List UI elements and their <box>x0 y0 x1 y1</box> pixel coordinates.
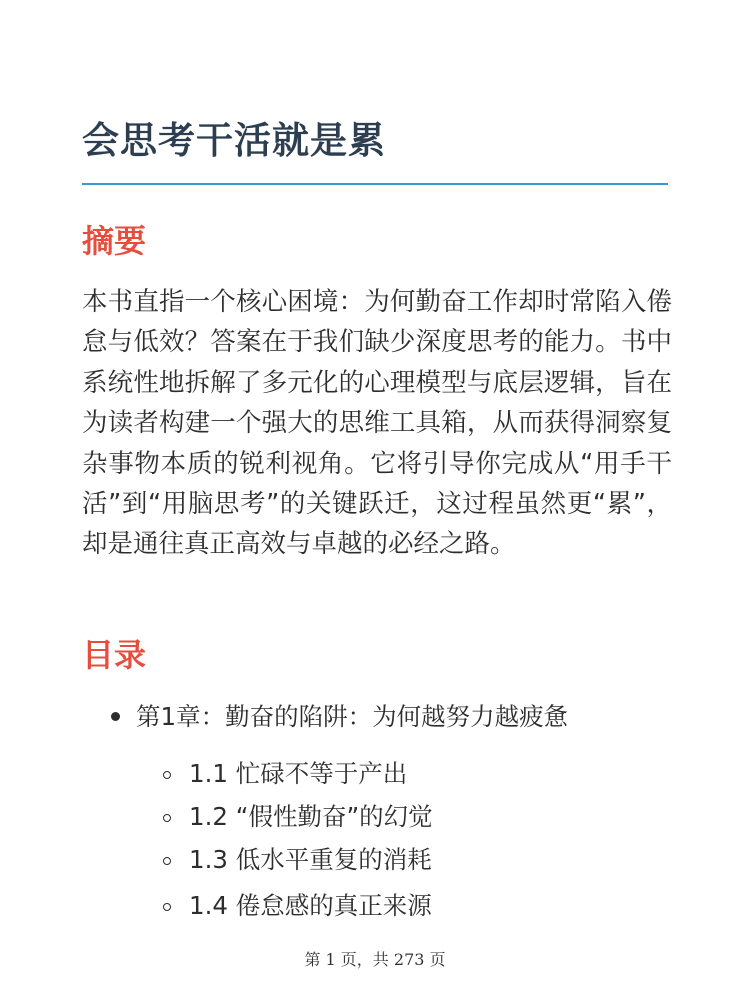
bullet-disc-icon <box>111 712 120 721</box>
bullet-circle-icon <box>163 903 171 911</box>
page-number: 第 1 页，共 273 页 <box>304 950 446 969</box>
summary-paragraph: 本书直指一个核心困境：为何勤奋工作却时常陷入倦怠与低效？答案在于我们缺少深度思考的能力。书中系统性地拆解了多元化的心理模型与底层逻辑，旨在为读者构建一个强大的思维工具箱，从而获得洞察复杂事物本质的锐利视角。它将引导你完成从“用手干活”到“用脑思考”的关键跃迁，这过程虽然更“累”，却是通往真正高效与卓越的必经之路。 <box>82 287 672 560</box>
toc-section-item[interactable]: 1.3 低水平重复的消耗 <box>189 845 432 874</box>
toc-section-item[interactable]: 1.2 “假性勤奋”的幻觉 <box>189 802 433 831</box>
toc-chapter-item[interactable]: 第1章：勤奋的陷阱：为何越努力越疲惫 <box>136 702 569 731</box>
summary-heading: 摘要 <box>82 222 147 260</box>
toc-heading: 目录 <box>82 636 147 674</box>
bullet-circle-icon <box>163 771 171 779</box>
bullet-circle-icon <box>163 814 171 822</box>
title-divider <box>82 183 668 185</box>
toc-section-item[interactable]: 1.4 倦怠感的真正来源 <box>189 891 432 920</box>
bullet-circle-icon <box>163 857 171 865</box>
book-title: 会思考干活就是累 <box>82 119 386 162</box>
toc-section-item[interactable]: 1.1 忙碌不等于产出 <box>189 759 408 788</box>
